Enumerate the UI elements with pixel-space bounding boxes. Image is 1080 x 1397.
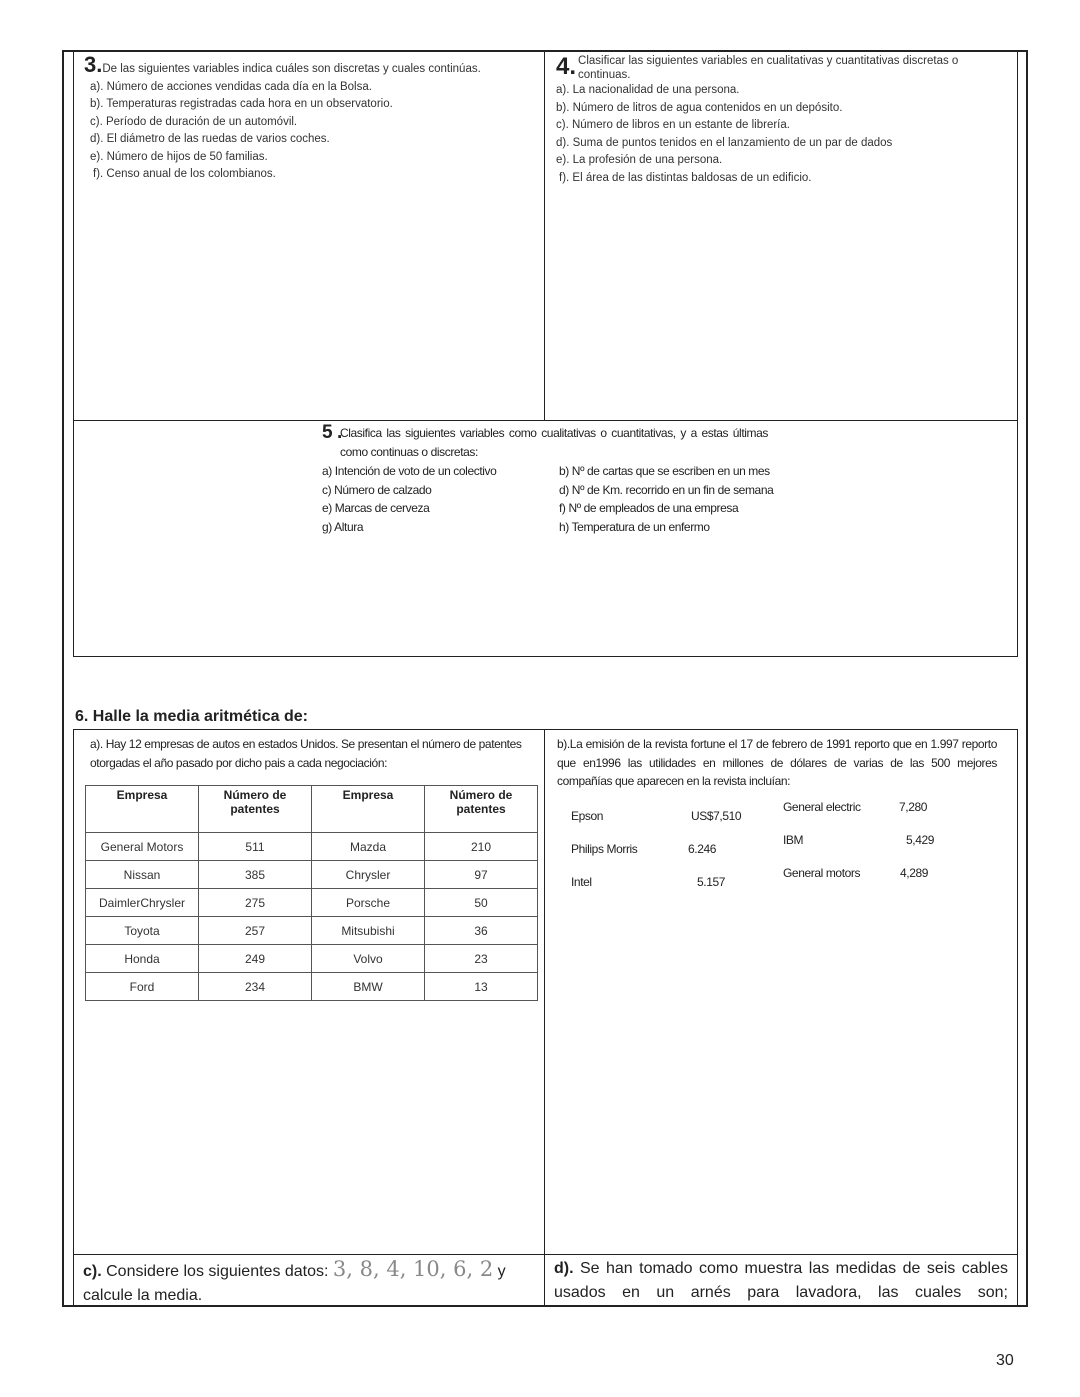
table-cell: BMW xyxy=(312,973,425,1001)
item: f). El área de las distintas baldosas de un edificio. xyxy=(559,171,812,184)
divider xyxy=(544,729,545,1306)
header-cell: Número de patentes xyxy=(425,786,538,833)
profits-list-left xyxy=(571,807,771,906)
table-cell: Porsche xyxy=(312,889,425,917)
item: a). La nacionalidad de una persona. xyxy=(556,84,740,96)
question-6c xyxy=(83,1257,538,1308)
question-6a-text xyxy=(90,735,535,772)
item: g) Altura xyxy=(322,519,364,534)
table-cell: 50 xyxy=(425,889,538,917)
table-row xyxy=(86,861,538,889)
item: d). Suma de puntos tenidos en el lanzamiento de un par de dados xyxy=(556,136,893,149)
item: f). Censo anual de los colombianos. xyxy=(93,168,276,180)
label: c). xyxy=(83,1263,102,1280)
table-cell: Mazda xyxy=(312,833,425,861)
header-cell: Número de patentes xyxy=(199,786,312,833)
section-6-title: 6. Halle la media aritmética de: xyxy=(75,708,308,725)
value: 6.246 xyxy=(688,842,717,856)
table-cell: Nissan xyxy=(86,861,199,889)
frame-right xyxy=(1026,50,1028,1307)
table-cell: DaimlerChrysler xyxy=(86,889,199,917)
text: y calcule la media. xyxy=(83,1263,506,1304)
value: 5,429 xyxy=(906,833,935,847)
table-cell: Mitsubishi xyxy=(312,917,425,945)
question-title: De las siguientes variables indica cuáles son discretas y cuales continúas. xyxy=(102,63,481,75)
text: a). Hay 12 empresas de autos en estados Unidos. Se presentan el número de patentes otorgadas el año pasado por dicho pais a cada negociación: xyxy=(90,737,522,770)
item: a) Intención de voto de un colectivo xyxy=(322,464,497,478)
divider xyxy=(73,1254,1017,1255)
table-cell: 275 xyxy=(199,889,312,917)
text: Se han tomado como muestra las medidas de seis cables usados en un arnés para lavadora, las cuales son; xyxy=(554,1260,1008,1301)
table-row xyxy=(86,833,538,861)
frame-left xyxy=(62,50,64,1307)
table-cell: 385 xyxy=(199,861,312,889)
question-title: Clasifica las siguientes variables como cualitativas o cuantitativas, y a estas últimas como continuas o discretas: xyxy=(340,426,768,459)
item: a). Número de acciones vendidas cada día en la Bolsa. xyxy=(90,80,372,93)
table-cell: 23 xyxy=(425,945,538,973)
table-cell: Ford xyxy=(86,973,199,1001)
table-cell: 13 xyxy=(425,973,538,1001)
divider xyxy=(544,50,545,421)
question-6b-text xyxy=(557,735,997,791)
question-6d xyxy=(554,1257,1008,1305)
item: e). Número de hijos de 50 familias. xyxy=(90,150,268,163)
question-title: Clasificar las siguientes variables en cualitativas y cuantitativas discretas o continuas. xyxy=(578,55,959,81)
item: e). La profesión de una persona. xyxy=(556,154,723,166)
company: General motors xyxy=(783,866,861,880)
item: d) Nº de Km. recorrido en un fin de semana xyxy=(559,482,774,497)
table-row xyxy=(86,945,538,973)
question-3 xyxy=(84,52,539,184)
patents-table xyxy=(85,785,538,1001)
table-cell: 210 xyxy=(425,833,538,861)
question-number: 4. xyxy=(556,53,577,80)
question-5 xyxy=(322,424,777,536)
label: d). xyxy=(554,1260,574,1277)
divider xyxy=(73,420,1017,421)
item: b). Temperaturas registradas cada hora en un observatorio. xyxy=(90,98,393,110)
table-cell: Volvo xyxy=(312,945,425,973)
table-header-row xyxy=(86,786,538,833)
text: Considere los siguientes datos: xyxy=(101,1263,333,1280)
table-cell: 36 xyxy=(425,917,538,945)
question-number: 5 . xyxy=(322,422,342,443)
table-cell: Honda xyxy=(86,945,199,973)
table-row xyxy=(86,889,538,917)
company: Epson xyxy=(571,809,604,823)
item: e) Marcas de cerveza xyxy=(322,501,430,515)
header-cell: Empresa xyxy=(86,786,199,833)
item: c). Número de libros en un estante de librería. xyxy=(556,119,790,131)
company: Intel xyxy=(571,875,592,889)
text: b).La emisión de la revista fortune el 17 de febrero de 1991 reporto que en 1.997 reporto que en1996 las utilidades en millones de dólares de varias de las 500 mejores compañías que aparecen en la revista incluían: xyxy=(557,737,997,788)
table-cell: Chrysler xyxy=(312,861,425,889)
value: 4,289 xyxy=(900,866,929,880)
header-cell: Empresa xyxy=(312,786,425,833)
table-cell: 249 xyxy=(199,945,312,973)
item: h) Temperatura de un enfermo xyxy=(559,519,710,534)
value: US$7,510 xyxy=(691,809,742,823)
table-cell: General Motors xyxy=(86,833,199,861)
question-number: 3. xyxy=(84,52,103,77)
company: General electric xyxy=(783,800,861,814)
table-cell: 257 xyxy=(199,917,312,945)
data-values: 3, 8, 4, 10, 6, 2 xyxy=(332,1257,494,1281)
table-cell: 234 xyxy=(199,973,312,1001)
table-cell: Toyota xyxy=(86,917,199,945)
item: c). Período de duración de un automóvil. xyxy=(90,115,298,128)
page-number: 30 xyxy=(996,1352,1014,1369)
value: 5.157 xyxy=(697,875,726,889)
table-cell: 511 xyxy=(199,833,312,861)
item: d). El diámetro de las ruedas de varios coches. xyxy=(90,133,330,145)
table-row xyxy=(86,917,538,945)
company: Philips Morris xyxy=(571,842,638,856)
table-cell: 97 xyxy=(425,861,538,889)
profits-list-right xyxy=(783,798,983,897)
item: b) Nº de cartas que se escriben en un mes xyxy=(559,464,770,478)
value: 7,280 xyxy=(899,800,928,814)
question-4 xyxy=(556,54,1006,187)
item: f) Nº de empleados de una empresa xyxy=(559,501,739,515)
company: IBM xyxy=(783,833,804,847)
item: b). Número de litros de agua contenidos en un depósito. xyxy=(556,101,843,114)
table-row xyxy=(86,973,538,1001)
item: c) Número de calzado xyxy=(322,482,432,497)
